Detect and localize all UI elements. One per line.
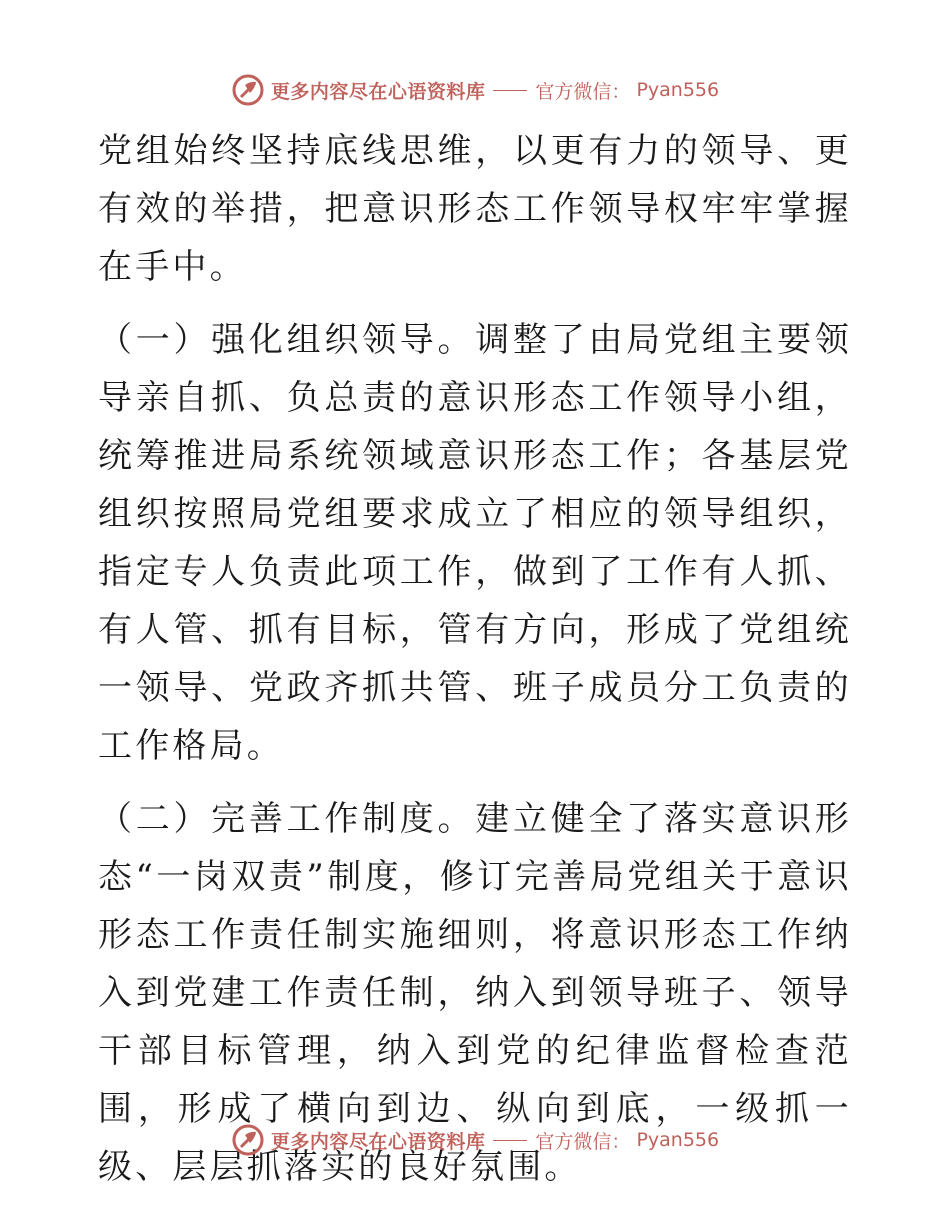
watermark-site-text: 更多内容尽在心语资料库 xyxy=(270,80,486,103)
watermark-dash xyxy=(493,1140,527,1141)
watermark-wechat-id: Pyan556 xyxy=(636,79,720,101)
watermark-wechat-id: Pyan556 xyxy=(636,1129,720,1151)
watermark-dash xyxy=(493,90,527,91)
footer-watermark xyxy=(0,1120,950,1160)
watermark-official-label: 官方微信： xyxy=(535,80,631,103)
document-body xyxy=(98,122,852,1196)
quill-logo-icon xyxy=(231,73,265,107)
header-watermark xyxy=(0,70,950,110)
watermark-official-label: 官方微信： xyxy=(535,1130,631,1153)
watermark-site-text: 更多内容尽在心语资料库 xyxy=(270,1130,486,1153)
paragraph-organization-leadership: （一）强化组织领导。调整了由局党组主要领导亲自抓、负总责的意识形态工作领导小组，统筹推进局系统领域意识形态工作；各基层党组织按照局党组要求成立了相应的领导组织，指定专人负责此项工作，做到了工作有人抓、有人管、抓有目标，管有方向，形成了党组统一领导、党政齐抓共管、班子成员分工负责的工作格局。 xyxy=(98,320,852,766)
paragraph-work-system: （二）完善工作制度。建立健全了落实意识形态“一岗双责”制度，修订完善局党组关于意识形态工作责任制实施细则，将意识形态工作纳入到党建工作责任制，纳入到领导班子、领导干部目标管理，纳入到党的纪律监督检查范围，形成了横向到边、纵向到底，一级抓一级、层层抓落实的良好氛围。 xyxy=(98,799,852,1187)
quill-logo-icon xyxy=(231,1123,265,1157)
paragraph-intro: 党组始终坚持底线思维，以更有力的领导、更有效的举措，把意识形态工作领导权牢牢掌握在手中。 xyxy=(98,131,852,287)
